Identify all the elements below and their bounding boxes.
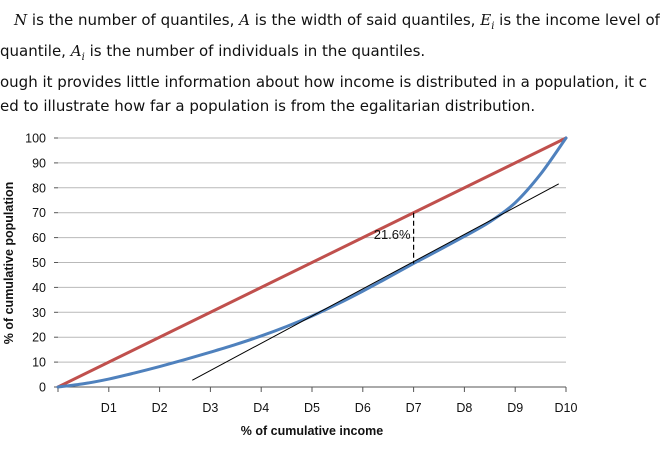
x-tick-label: D4 — [253, 401, 270, 415]
line1-text-b: is the width of said quantiles, — [254, 11, 476, 29]
y-tick-label: 60 — [32, 231, 46, 246]
line2-text-b: is the number of individuals in the quantiles. — [89, 42, 426, 60]
gap-annotation-label: 21.6% — [373, 227, 411, 243]
x-tick-label: D6 — [354, 401, 371, 415]
paragraph-line-2 — [0, 39, 574, 70]
paragraph-line-1 — [0, 8, 660, 39]
var-n: N — [14, 11, 28, 29]
lorenz-chart — [0, 120, 578, 450]
x-tick-label: D9 — [507, 401, 524, 415]
y-tick-label: 70 — [32, 206, 46, 221]
x-tick-label: D2 — [151, 401, 168, 415]
y-tick-labels — [25, 132, 46, 395]
line1-text-c: is the income level of — [499, 11, 660, 29]
line1-text-a: is the number of quantiles, — [31, 11, 235, 29]
var-e-base: E — [480, 11, 492, 29]
y-tick-label: 90 — [32, 156, 46, 171]
x-tick-label: D1 — [100, 401, 117, 415]
var-e-sub: i — [491, 21, 495, 32]
tangent-line — [193, 184, 559, 380]
paragraph-line-3 — [0, 70, 648, 94]
y-tick-label: 0 — [39, 380, 46, 395]
y-axis-title: % of cumulative population — [2, 181, 16, 345]
line4-text: ed to illustrate how far a population is from the egalitarian distribution. — [0, 97, 536, 115]
annotation-layer — [374, 213, 414, 264]
y-tick-label: 40 — [32, 280, 46, 295]
var-ai — [70, 42, 85, 63]
y-tick-label: 30 — [32, 305, 46, 320]
x-tick-label: D7 — [405, 401, 422, 415]
var-ai-sub: i — [81, 52, 85, 63]
var-a: A — [239, 11, 250, 29]
y-tick-label: 20 — [32, 330, 46, 345]
y-tick-label: 100 — [25, 131, 46, 146]
var-e — [480, 11, 495, 32]
var-ai-base: A — [70, 42, 82, 60]
y-tick-label: 50 — [32, 256, 46, 270]
line2-text-a: quantile, — [0, 42, 66, 60]
x-tick-label: D10 — [554, 401, 578, 415]
paragraph-line-4 — [0, 94, 574, 118]
y-tick-label: 80 — [32, 181, 46, 196]
line3-text: ough it provides little information about how income is distributed in a population, it c — [0, 73, 648, 91]
y-tick-label: 10 — [32, 355, 46, 370]
x-tick-label: D3 — [202, 401, 219, 415]
x-tick-labels — [101, 401, 578, 415]
x-tick-label: D5 — [304, 401, 320, 415]
x-tick-label: D8 — [456, 401, 473, 415]
x-axis-title: % of cumulative income — [240, 424, 384, 438]
